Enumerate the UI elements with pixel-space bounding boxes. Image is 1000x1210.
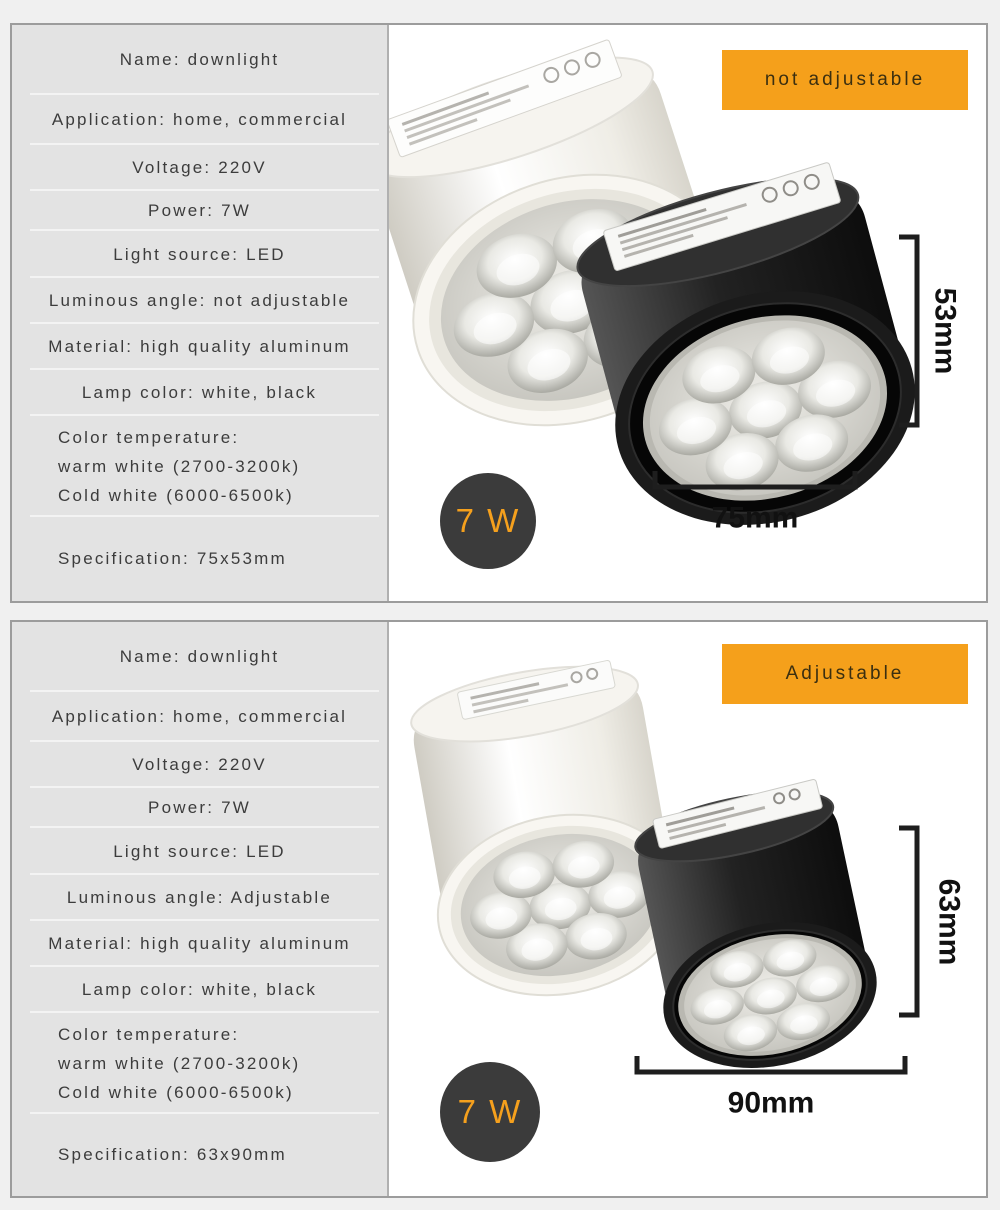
color-temp-cold: Cold white (6000-6500k)	[58, 486, 294, 505]
spec-list	[12, 622, 389, 1196]
width-dimension-label: 90mm	[727, 1086, 815, 1120]
spec-lamp-color: Lamp color: white, black	[12, 967, 387, 1013]
spec-luminous-angle: Luminous angle: Adjustable	[12, 875, 387, 921]
product-panel-fixed	[10, 23, 988, 603]
spec-material: Material: high quality aluminum	[12, 921, 387, 967]
spec-power: Power: 7W	[12, 191, 387, 231]
spec-voltage: Voltage: 220V	[12, 145, 387, 191]
spec-luminous-angle: Luminous angle: not adjustable	[12, 278, 387, 324]
spec-application: Application: home, commercial	[12, 692, 387, 742]
spec-light-source: Light source: LED	[12, 828, 387, 875]
adjustability-badge: Adjustable	[722, 644, 968, 704]
spec-name: Name: downlight	[12, 622, 387, 692]
spec-application: Application: home, commercial	[12, 95, 387, 145]
color-temp-warm: warm white (2700-3200k)	[58, 457, 301, 476]
spec-lamp-color: Lamp color: white, black	[12, 370, 387, 416]
power-badge: 7 W	[440, 473, 536, 569]
spec-power: Power: 7W	[12, 788, 387, 828]
black-downlight	[622, 775, 890, 1087]
spec-list	[12, 25, 389, 601]
spec-color-temperature	[12, 416, 387, 517]
color-temp-title: Color temperature:	[58, 1025, 240, 1044]
product-photo-area	[389, 622, 986, 1196]
height-dimension-label: 53mm	[928, 287, 962, 375]
color-temp-title: Color temperature:	[58, 428, 240, 447]
product-panel-adjustable	[10, 620, 988, 1198]
spec-voltage: Voltage: 220V	[12, 742, 387, 788]
spec-name: Name: downlight	[12, 25, 387, 95]
spec-material: Material: high quality aluminum	[12, 324, 387, 370]
height-dimension-label: 63mm	[932, 878, 966, 966]
spec-light-source: Light source: LED	[12, 231, 387, 278]
width-dimension-label: 75mm	[711, 501, 799, 535]
spec-specification: Specification: 75x53mm	[58, 549, 287, 568]
height-dimension	[899, 828, 966, 1015]
color-temp-warm: warm white (2700-3200k)	[58, 1054, 301, 1073]
adjustability-badge: not adjustable	[722, 50, 968, 110]
spec-specification: Specification: 63x90mm	[58, 1145, 287, 1164]
spec-color-temperature	[12, 1013, 387, 1114]
product-photo-area	[389, 25, 986, 601]
power-badge: 7 W	[440, 1062, 540, 1162]
color-temp-cold: Cold white (6000-6500k)	[58, 1083, 294, 1102]
